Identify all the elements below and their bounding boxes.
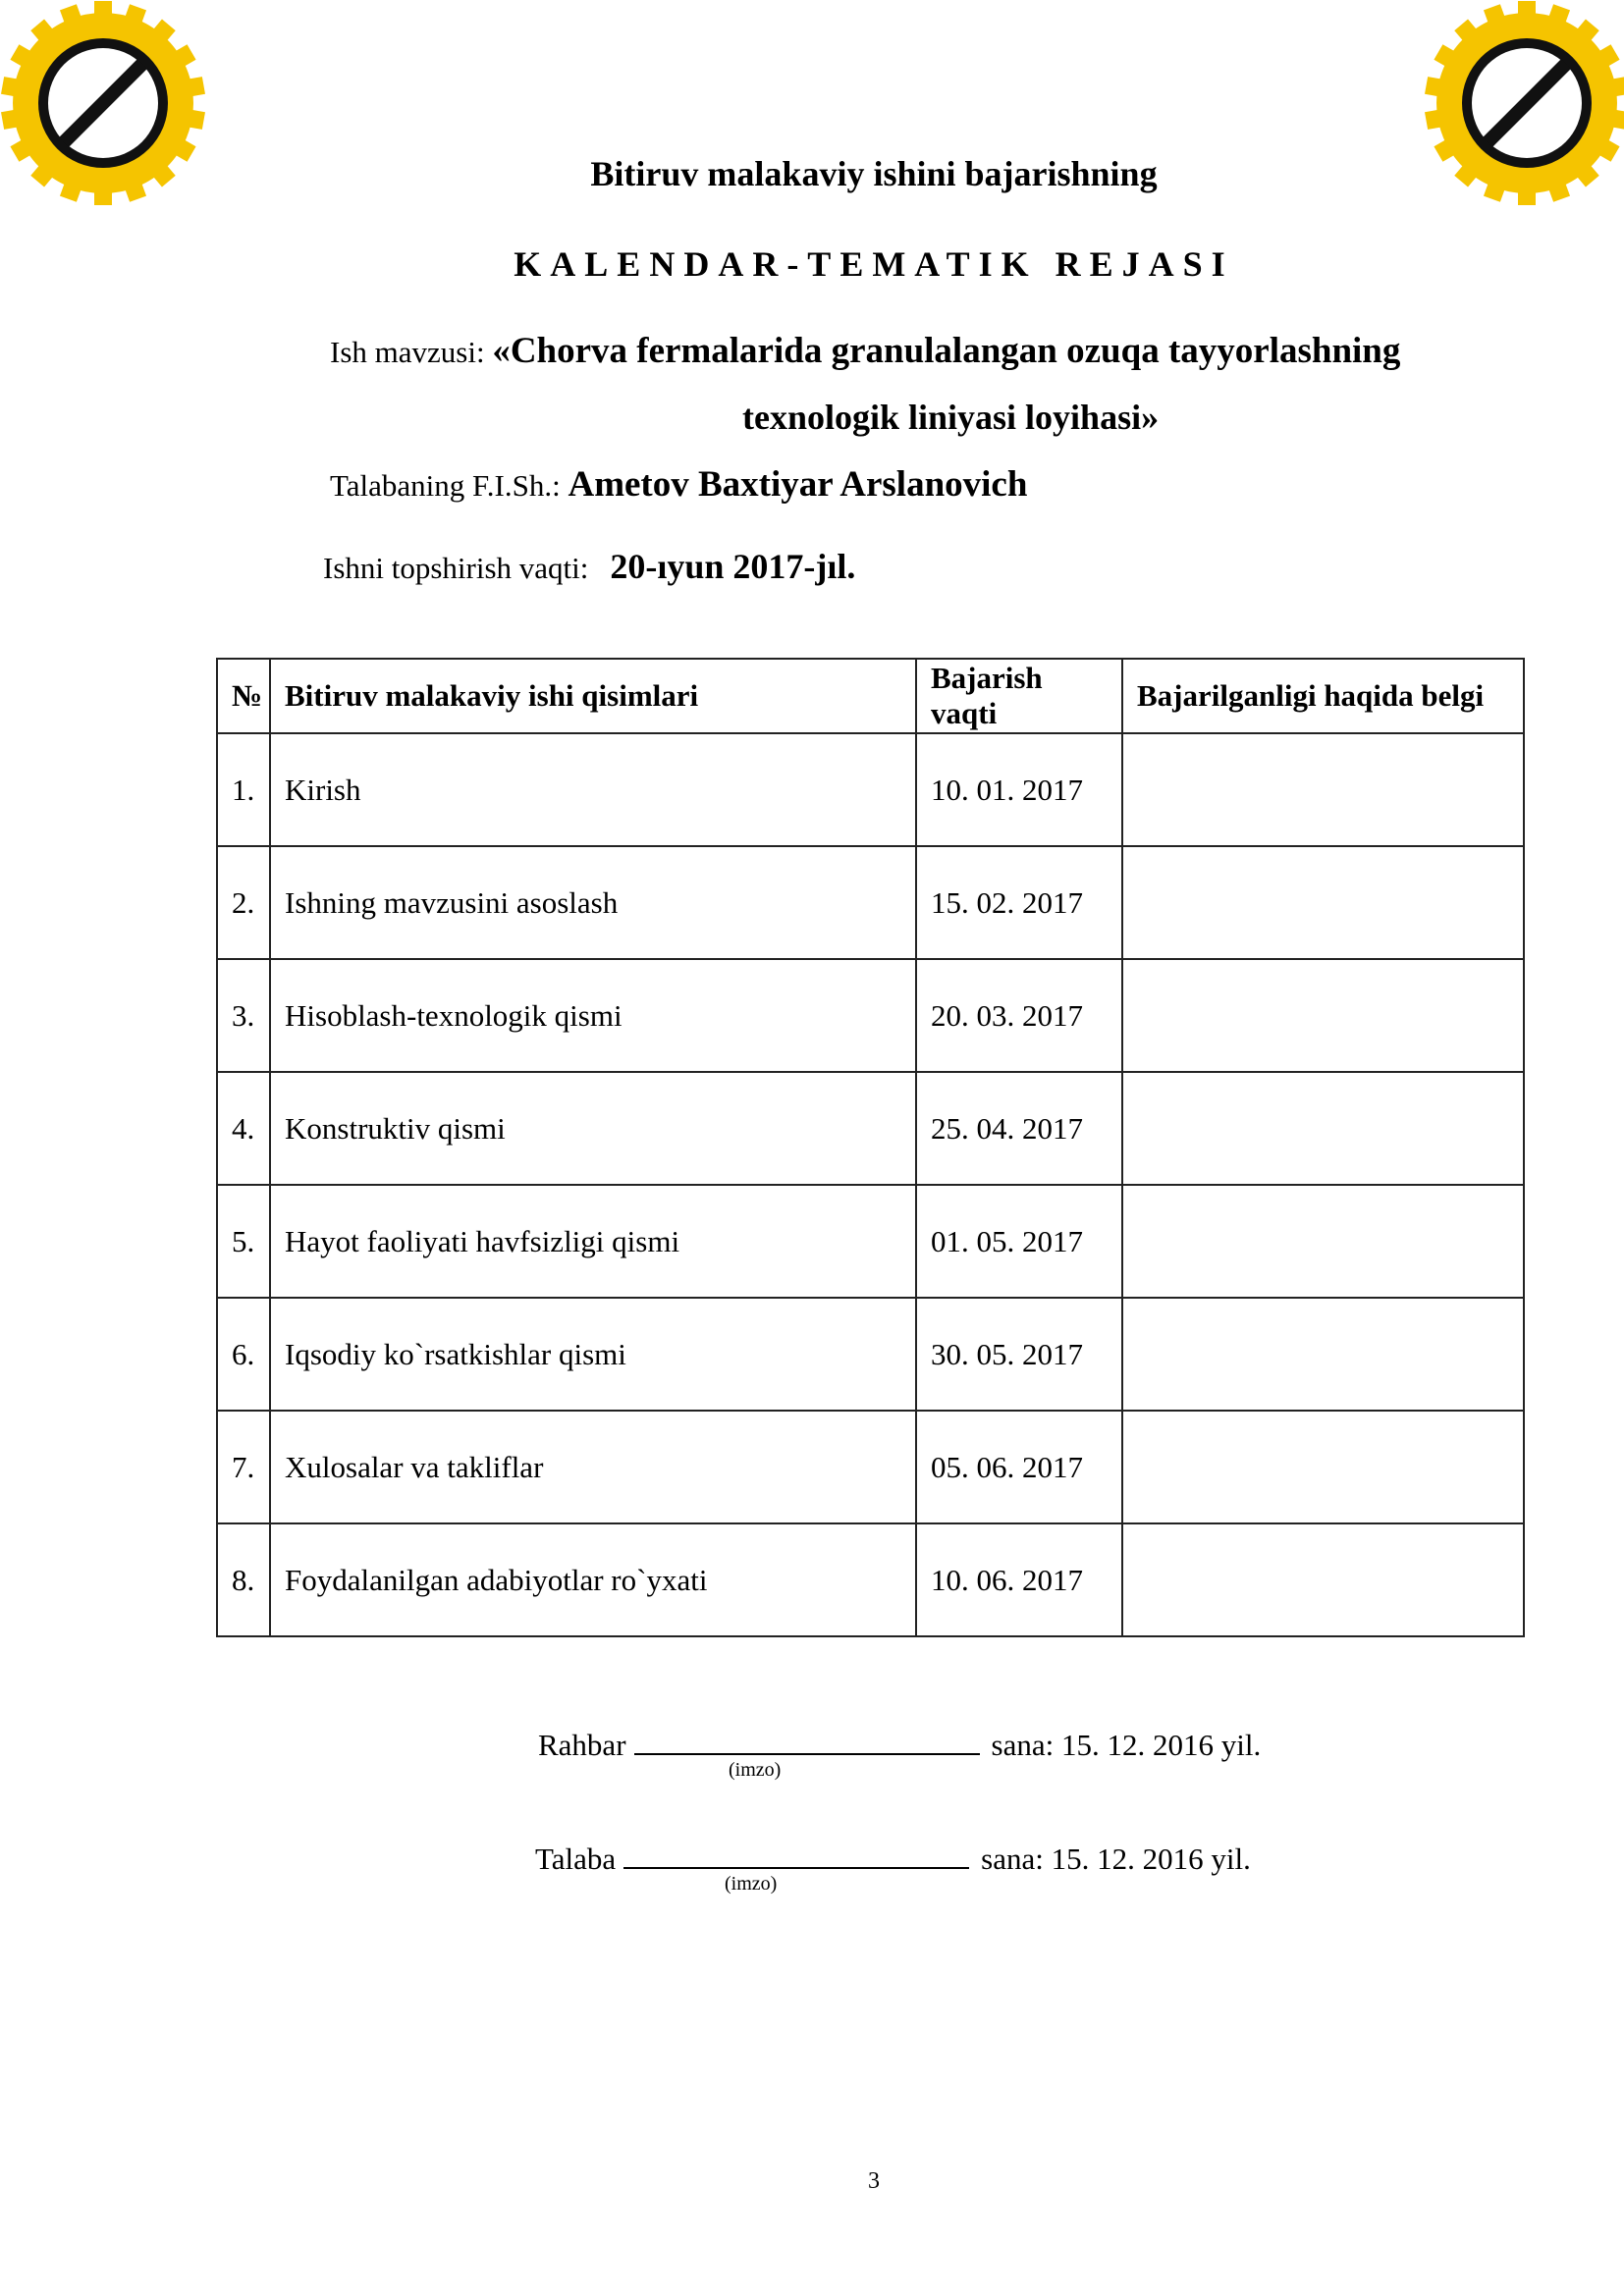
deadline-value: 20-ıyun 2017-jıl. — [610, 547, 856, 586]
document-subtitle: KALENDAR-TEMATIK REJASI — [514, 244, 1234, 284]
row-date: 15. 02. 2017 — [916, 846, 1122, 959]
topic-label: Ish mavzusi: — [330, 335, 493, 369]
table-row — [217, 1185, 1524, 1298]
table-row — [217, 1523, 1524, 1636]
row-number: 4. — [217, 1072, 270, 1185]
row-number: 2. — [217, 846, 270, 959]
row-mark — [1122, 1072, 1524, 1185]
row-date: 30. 05. 2017 — [916, 1298, 1122, 1411]
student-line — [330, 463, 1027, 506]
student-signature-field[interactable] — [623, 1840, 969, 1869]
header-completion-mark: Bajarilganligi haqida belgi — [1122, 659, 1524, 733]
deadline-line — [323, 546, 855, 587]
row-mark — [1122, 846, 1524, 959]
student-signature-line — [535, 1840, 1251, 1877]
header-number: № — [217, 659, 270, 733]
supervisor-label: Rahbar — [538, 1728, 626, 1762]
row-part: Kirish — [270, 733, 916, 846]
topic-value: «Chorva fermalarida granulalangan ozuqa tayyorlashning — [492, 331, 1401, 371]
table-row — [217, 959, 1524, 1072]
row-mark — [1122, 1411, 1524, 1523]
table-row — [217, 733, 1524, 846]
row-date: 20. 03. 2017 — [916, 959, 1122, 1072]
row-mark — [1122, 1298, 1524, 1411]
header-part: Bitiruv malakaviy ishi qisimlari — [270, 659, 916, 733]
student-label: Talabaning F.I.Sh.: — [330, 468, 568, 503]
student-signature-hint: (imzo) — [725, 1873, 778, 1895]
row-part: Hayot faoliyati havfsizligi qismi — [270, 1185, 916, 1298]
row-date: 01. 05. 2017 — [916, 1185, 1122, 1298]
plan-table — [216, 658, 1525, 1637]
table-row — [217, 1298, 1524, 1411]
row-number: 8. — [217, 1523, 270, 1636]
student-name: Ametov Baxtiyar Arslanovich — [568, 464, 1028, 505]
row-part: Iqsodiy ko`rsatkishlar qismi — [270, 1298, 916, 1411]
row-number: 7. — [217, 1411, 270, 1523]
row-date: 10. 01. 2017 — [916, 733, 1122, 846]
student-signature-label: Talaba — [535, 1842, 617, 1876]
row-number: 6. — [217, 1298, 270, 1411]
student-signature-date: sana: 15. 12. 2016 yil. — [981, 1842, 1251, 1876]
row-part: Konstruktiv qismi — [270, 1072, 916, 1185]
row-mark — [1122, 1523, 1524, 1636]
row-date: 05. 06. 2017 — [916, 1411, 1122, 1523]
row-part: Ishning mavzusini asoslash — [270, 846, 916, 959]
header-deadline: Bajarish vaqti — [916, 659, 1122, 733]
supervisor-signature-hint: (imzo) — [729, 1759, 782, 1781]
row-number: 5. — [217, 1185, 270, 1298]
row-date: 10. 06. 2017 — [916, 1523, 1122, 1636]
row-part: Hisoblash-texnologik qismi — [270, 959, 916, 1072]
document-title: Bitiruv malakaviy ishini bajarishning — [590, 154, 1158, 193]
row-mark — [1122, 733, 1524, 846]
topic-line — [330, 330, 1400, 372]
table-row — [217, 1411, 1524, 1523]
row-part: Xulosalar va takliflar — [270, 1411, 916, 1523]
row-mark — [1122, 959, 1524, 1072]
row-number: 1. — [217, 733, 270, 846]
table-header-row — [217, 659, 1524, 733]
row-number: 3. — [217, 959, 270, 1072]
supervisor-signature-field[interactable] — [634, 1726, 980, 1755]
row-mark — [1122, 1185, 1524, 1298]
row-part: Foydalanilgan adabiyotlar ro`yxati — [270, 1523, 916, 1636]
page-number: 3 — [868, 2168, 880, 2194]
table-row — [217, 1072, 1524, 1185]
supervisor-signature-line — [538, 1726, 1261, 1763]
row-date: 25. 04. 2017 — [916, 1072, 1122, 1185]
table-row — [217, 846, 1524, 959]
supervisor-date: sana: 15. 12. 2016 yil. — [991, 1728, 1262, 1762]
topic-value-continued: texnologik liniyasi loyihasi» — [742, 398, 1160, 437]
deadline-label: Ishni topshirish vaqti: — [323, 551, 589, 585]
